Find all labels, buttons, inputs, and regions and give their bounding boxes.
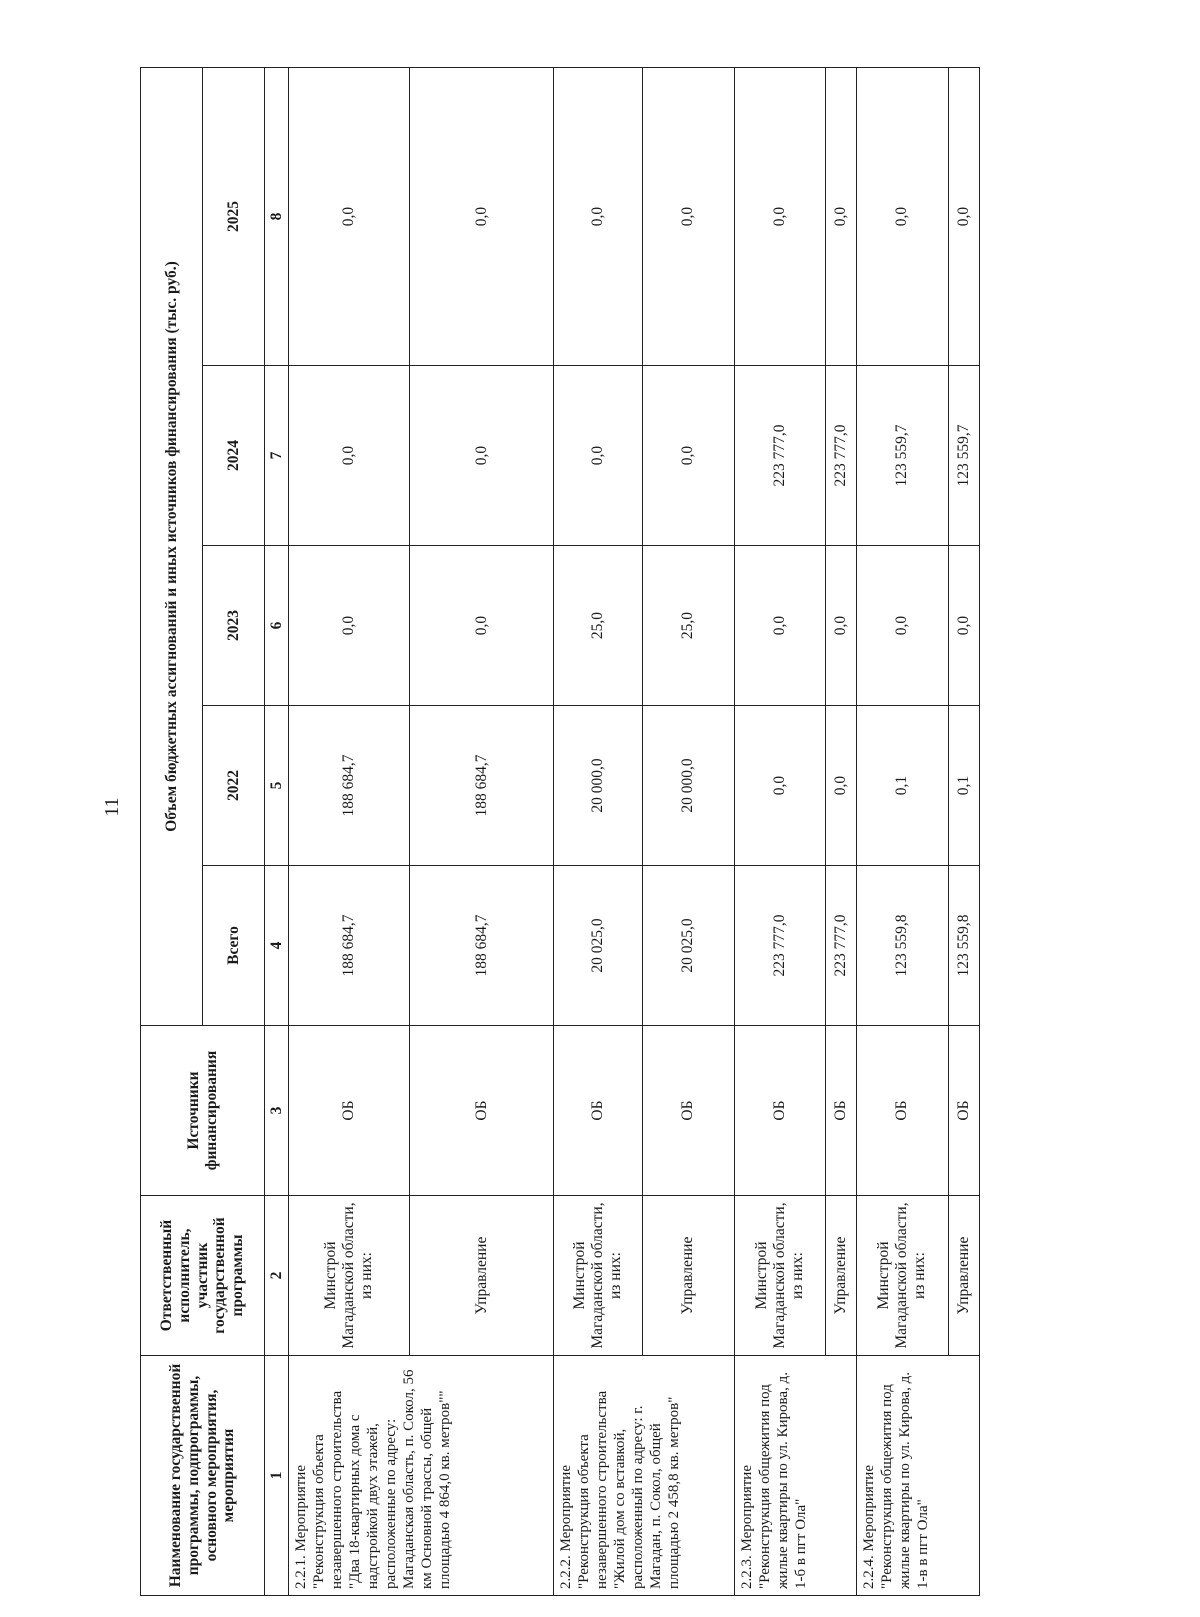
header-total: Всего (203, 866, 265, 1026)
measure-name: 2.2.4. Мероприятие "Реконструкция общежития под жилые квартиры по ул. Кирова, д. 1-в в пгт Ола" (856, 1356, 979, 1596)
total-cell: 123 559,8 (949, 866, 980, 1026)
header-year-2024: 2024 (203, 366, 265, 546)
total-cell: 123 559,8 (856, 866, 949, 1026)
year-2023-cell: 0,0 (735, 546, 825, 706)
year-2022-cell: 0,1 (856, 706, 949, 866)
header-source: Источники финансирования (141, 1026, 265, 1196)
executor-cell: Минстрой Магаданской области, из них: (856, 1196, 949, 1356)
year-2024-cell: 0,0 (554, 366, 642, 546)
header-finance-group: Объем бюджетных ассигнований и иных источников финансирования (тыс. руб.) (141, 67, 203, 1025)
year-2023-cell: 0,0 (410, 546, 554, 706)
financing-table (140, 67, 980, 1596)
year-2025-cell: 0,0 (554, 67, 642, 365)
executor-cell: Управление (410, 1196, 554, 1356)
total-cell: 20 025,0 (642, 866, 735, 1026)
table-row (554, 67, 642, 1595)
column-number: 2 (265, 1196, 289, 1356)
executor-cell: Управление (642, 1196, 735, 1356)
year-2024-cell: 0,0 (289, 366, 410, 546)
executor-cell: Управление (825, 1196, 856, 1356)
header-year-2023: 2023 (203, 546, 265, 706)
column-number: 4 (265, 866, 289, 1026)
total-cell: 188 684,7 (289, 866, 410, 1026)
total-cell: 188 684,7 (410, 866, 554, 1026)
year-2022-cell: 0,0 (825, 706, 856, 866)
header-name: Наименование государственной программы, подпрограммы, основного мероприятия, мероприятия (141, 1356, 265, 1596)
year-2024-cell: 123 559,7 (949, 366, 980, 546)
year-2024-cell: 223 777,0 (735, 366, 825, 546)
measure-name: 2.2.1. Мероприятие "Реконструкция объекта незавершенного строительства "Два 18-квартирных дома с надстройкой двух этажей, расположенные по адресу: Магаданская область, п. Сокол, 56 км Основной трассы, общей площадью 4 864,0 кв. метров"" (289, 1356, 554, 1596)
year-2025-cell: 0,0 (735, 67, 825, 365)
year-2022-cell: 188 684,7 (289, 706, 410, 866)
column-number-row (265, 67, 289, 1595)
source-cell: ОБ (735, 1026, 825, 1196)
year-2022-cell: 0,1 (949, 706, 980, 866)
year-2022-cell: 0,0 (735, 706, 825, 866)
year-2022-cell: 188 684,7 (410, 706, 554, 866)
source-cell: ОБ (825, 1026, 856, 1196)
year-2024-cell: 123 559,7 (856, 366, 949, 546)
column-number: 1 (265, 1356, 289, 1596)
table-row (289, 67, 410, 1595)
table-row (856, 67, 949, 1595)
table-row (735, 67, 825, 1595)
year-2023-cell: 25,0 (554, 546, 642, 706)
year-2022-cell: 20 000,0 (642, 706, 735, 866)
year-2024-cell: 0,0 (410, 366, 554, 546)
year-2022-cell: 20 000,0 (554, 706, 642, 866)
source-cell: ОБ (410, 1026, 554, 1196)
source-cell: ОБ (856, 1026, 949, 1196)
total-cell: 223 777,0 (825, 866, 856, 1026)
executor-cell: Минстрой Магаданской области, из них: (735, 1196, 825, 1356)
source-cell: ОБ (949, 1026, 980, 1196)
source-cell: ОБ (289, 1026, 410, 1196)
executor-cell: Минстрой Магаданской области, из них: (554, 1196, 642, 1356)
measure-name: 2.2.3. Мероприятие "Реконструкция общежития под жилые квартиры по ул. Кирова, д. 1-б в пгт Ола" (735, 1356, 856, 1596)
year-2023-cell: 0,0 (949, 546, 980, 706)
year-2025-cell: 0,0 (949, 67, 980, 365)
year-2023-cell: 0,0 (289, 546, 410, 706)
year-2025-cell: 0,0 (410, 67, 554, 365)
year-2023-cell: 0,0 (825, 546, 856, 706)
column-number: 7 (265, 366, 289, 546)
total-cell: 223 777,0 (735, 866, 825, 1026)
header-year-2025: 2025 (203, 67, 265, 365)
source-cell: ОБ (642, 1026, 735, 1196)
executor-cell: Управление (949, 1196, 980, 1356)
year-2024-cell: 0,0 (642, 366, 735, 546)
measure-name: 2.2.2. Мероприятие "Реконструкция объекта незавершенного строительства "Жилой дом со вставкой, расположенный по адресу: г. Магадан, п. Сокол, общей площадью 2 458,8 кв. метров" (554, 1356, 735, 1596)
column-number: 6 (265, 546, 289, 706)
year-2024-cell: 223 777,0 (825, 366, 856, 546)
year-2025-cell: 0,0 (825, 67, 856, 365)
column-number: 8 (265, 67, 289, 365)
column-number: 3 (265, 1026, 289, 1196)
page-number: 11 (101, 797, 123, 817)
header-year-2022: 2022 (203, 706, 265, 866)
financing-table-container (140, 68, 980, 1596)
year-2023-cell: 0,0 (856, 546, 949, 706)
year-2025-cell: 0,0 (856, 67, 949, 365)
executor-cell: Минстрой Магаданской области, из них: (289, 1196, 410, 1356)
header-executor: Ответственный исполнитель, участник государственной программы (141, 1196, 265, 1356)
year-2025-cell: 0,0 (289, 67, 410, 365)
column-number: 5 (265, 706, 289, 866)
year-2023-cell: 25,0 (642, 546, 735, 706)
year-2025-cell: 0,0 (642, 67, 735, 365)
source-cell: ОБ (554, 1026, 642, 1196)
total-cell: 20 025,0 (554, 866, 642, 1026)
